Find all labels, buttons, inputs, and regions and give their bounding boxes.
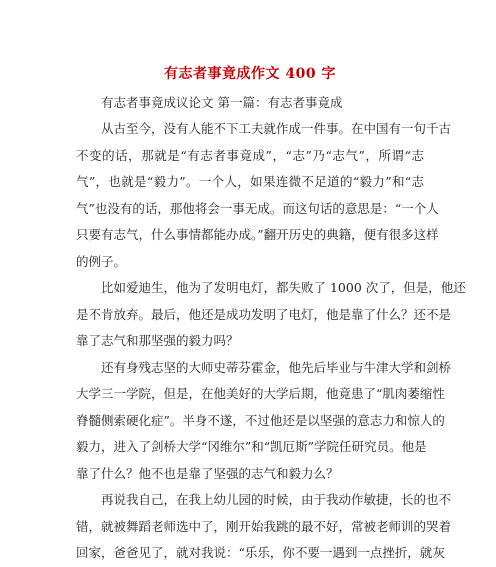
text-line: 只要有志气，什么事情都能办成。”翻开历史的典籍，便有很多这样 [76, 227, 439, 242]
paragraph-2 [76, 275, 466, 355]
text-line: 靠了志气和那坚强的毅力吗？ [76, 333, 239, 348]
document-page [76, 64, 466, 567]
text-line: 气”也没有的话，那他将会一事无成。而这句话的意思是：“一个人 [76, 200, 439, 216]
paragraph-1 [76, 116, 452, 275]
text-line: 还有身残志坚的大师史蒂芬霍金，他先后毕业与牛津大学和剑桥 [101, 359, 452, 375]
text-line: 靠了什么？他不也是靠了坚强的志气和毅力么？ [76, 465, 339, 481]
text-line: 错，就被舞蹈老师选中了，刚开始我跳的最不好，常被老师训的哭着 [76, 518, 452, 534]
text-line: 大学三一学院，但是，在他美好的大学后期，他竟患了“肌肉萎缩性 [76, 386, 445, 401]
document-subtitle: 有志者事竟成议论文 第一篇：有志者事竟成 [101, 95, 343, 110]
document-title: 有志者事竟成作文 400 字 [164, 66, 336, 82]
text-line: 回家，爸爸见了，就对我说：“乐乐，你不要一遇到一点挫折，就灰 [76, 545, 445, 560]
text-line: 再说我自己，在我上幼儿园的时候，由于我动作敏捷，长的也不 [101, 492, 452, 507]
text-line: 比如爱迪生，他为了发明电灯，都失败了 1000 次了，但是，他还 [101, 280, 466, 295]
text-line: 的例子。 [76, 253, 127, 269]
text-line: 毅力，进入了剑桥大学“冈维尔”和“凯厄斯”学院任研究员。他是 [76, 439, 427, 454]
text-line: 不变的话，那就是“有志者事竟成”，“志”乃“志气”，所谓“志 [76, 147, 424, 163]
paragraph-3 [76, 355, 452, 488]
paragraph-4 [76, 487, 452, 567]
text-line: 脊髓侧索硬化症”。半身不遂，不过他还是以坚强的意志力和惊人的 [76, 412, 445, 428]
text-line: 从古至今，没有人能不下工夫就作成一件事。在中国有一句千古 [101, 121, 452, 136]
text-line: 气”，也就是“毅力”。一个人，如果连微不足道的“毅力”和“志 [76, 174, 424, 189]
text-line: 是不肯放弃。最后，他还是成功发明了电灯，他是靠了什么？还不是 [76, 306, 452, 322]
